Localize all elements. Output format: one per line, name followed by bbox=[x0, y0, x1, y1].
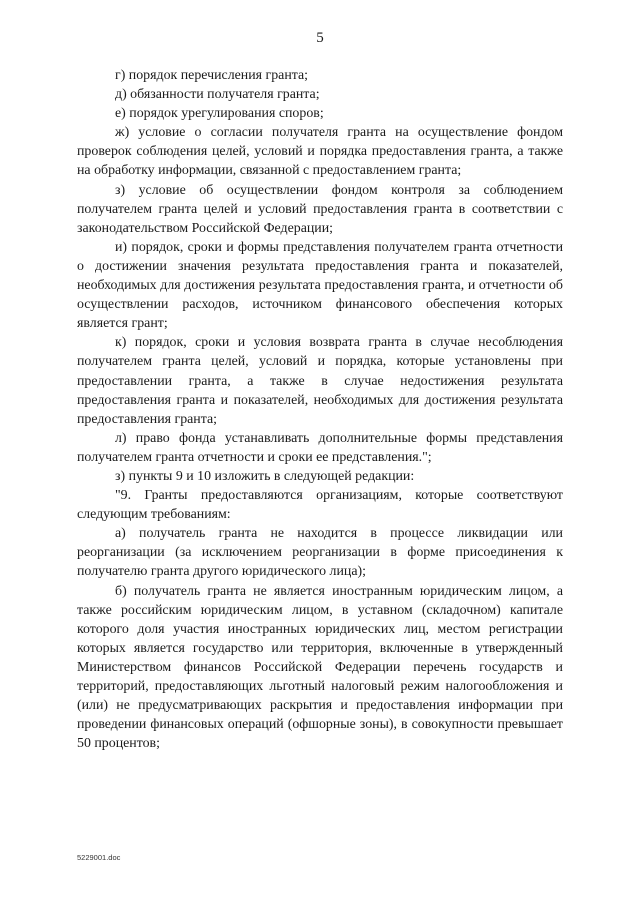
paragraph-i-reporting: и) порядок, сроки и формы представления получателем гранта отчетности о достижении значения результата предоставления гранта и показателей, необходимых для достижения результата предоставления гранта, и отчетности об осуществлении расходов, источником финансового обеспечения которых является грант; bbox=[77, 239, 563, 332]
page-number: 5 bbox=[316, 30, 324, 46]
paragraph-z-amend-points: з) пункты 9 и 10 изложить в следующей редакции: bbox=[115, 468, 415, 484]
paragraph-k-grant-return: к) порядок, сроки и условия возврата гранта в случае несоблюдения получателем гранта целей, условий и порядка, которые установлены при предоставлении гранта, а также в случае недостижения результата предоставления гранта и показателей, необходимых для достижения результата предоставления гранта; bbox=[77, 335, 563, 427]
paragraph-l-additional-reporting: л) право фонда устанавливать дополнительные формы представления получателем гранта отчетности и сроки ее представления."; bbox=[77, 430, 563, 465]
paragraph-b-not-foreign-entity: б) получатель гранта не является иностранным юридическим лицом, а также российским юридическим лицом, в уставном (складочном) капитале которого доля участия иностранных юридических лиц, местом регистрации которых является государство или территория, включенные в утвержденный Министерством финансов Российской Федерации перечень государств и территорий, предоставляющих льготный налоговый режим налогообложения и (или) не предусматривающих раскрытия и предоставления информации при проведении финансовых операций (офшорные зоны), в совокупности превышает 50 процентов; bbox=[77, 583, 563, 752]
paragraph-z-fund-control: з) условие об осуществлении фондом контроля за соблюдением получателем гранта целей и условий предоставления гранта в соответствии с законодательством Российской Федерации; bbox=[77, 182, 563, 236]
paragraph-g-transfer-procedure: г) порядок перечисления гранта; bbox=[115, 68, 309, 83]
paragraph-9-requirements: "9. Гранты предоставляются организациям, которые соответствуют следующим требованиям: bbox=[77, 488, 563, 523]
paragraph-d-recipient-obligations: д) обязанности получателя гранта; bbox=[115, 87, 320, 103]
paragraph-e-dispute-resolution: е) порядок урегулирования споров; bbox=[115, 106, 324, 122]
file-name-footer: 5229001.doc bbox=[77, 853, 121, 862]
paragraph-a-no-liquidation: а) получатель гранта не находится в процессе ликвидации или реорганизации (за исключением реорганизации в форме присоединения к получателю гранта другого юридического лица); bbox=[77, 526, 563, 580]
paragraph-zh-consent-to-checks: ж) условие о согласии получателя гранта на осуществление фондом проверок соблюдения целей, условий и порядка предоставления гранта, а также на обработку информации, связанной с предоставлением гранта; bbox=[77, 125, 563, 179]
document-body bbox=[77, 66, 563, 753]
